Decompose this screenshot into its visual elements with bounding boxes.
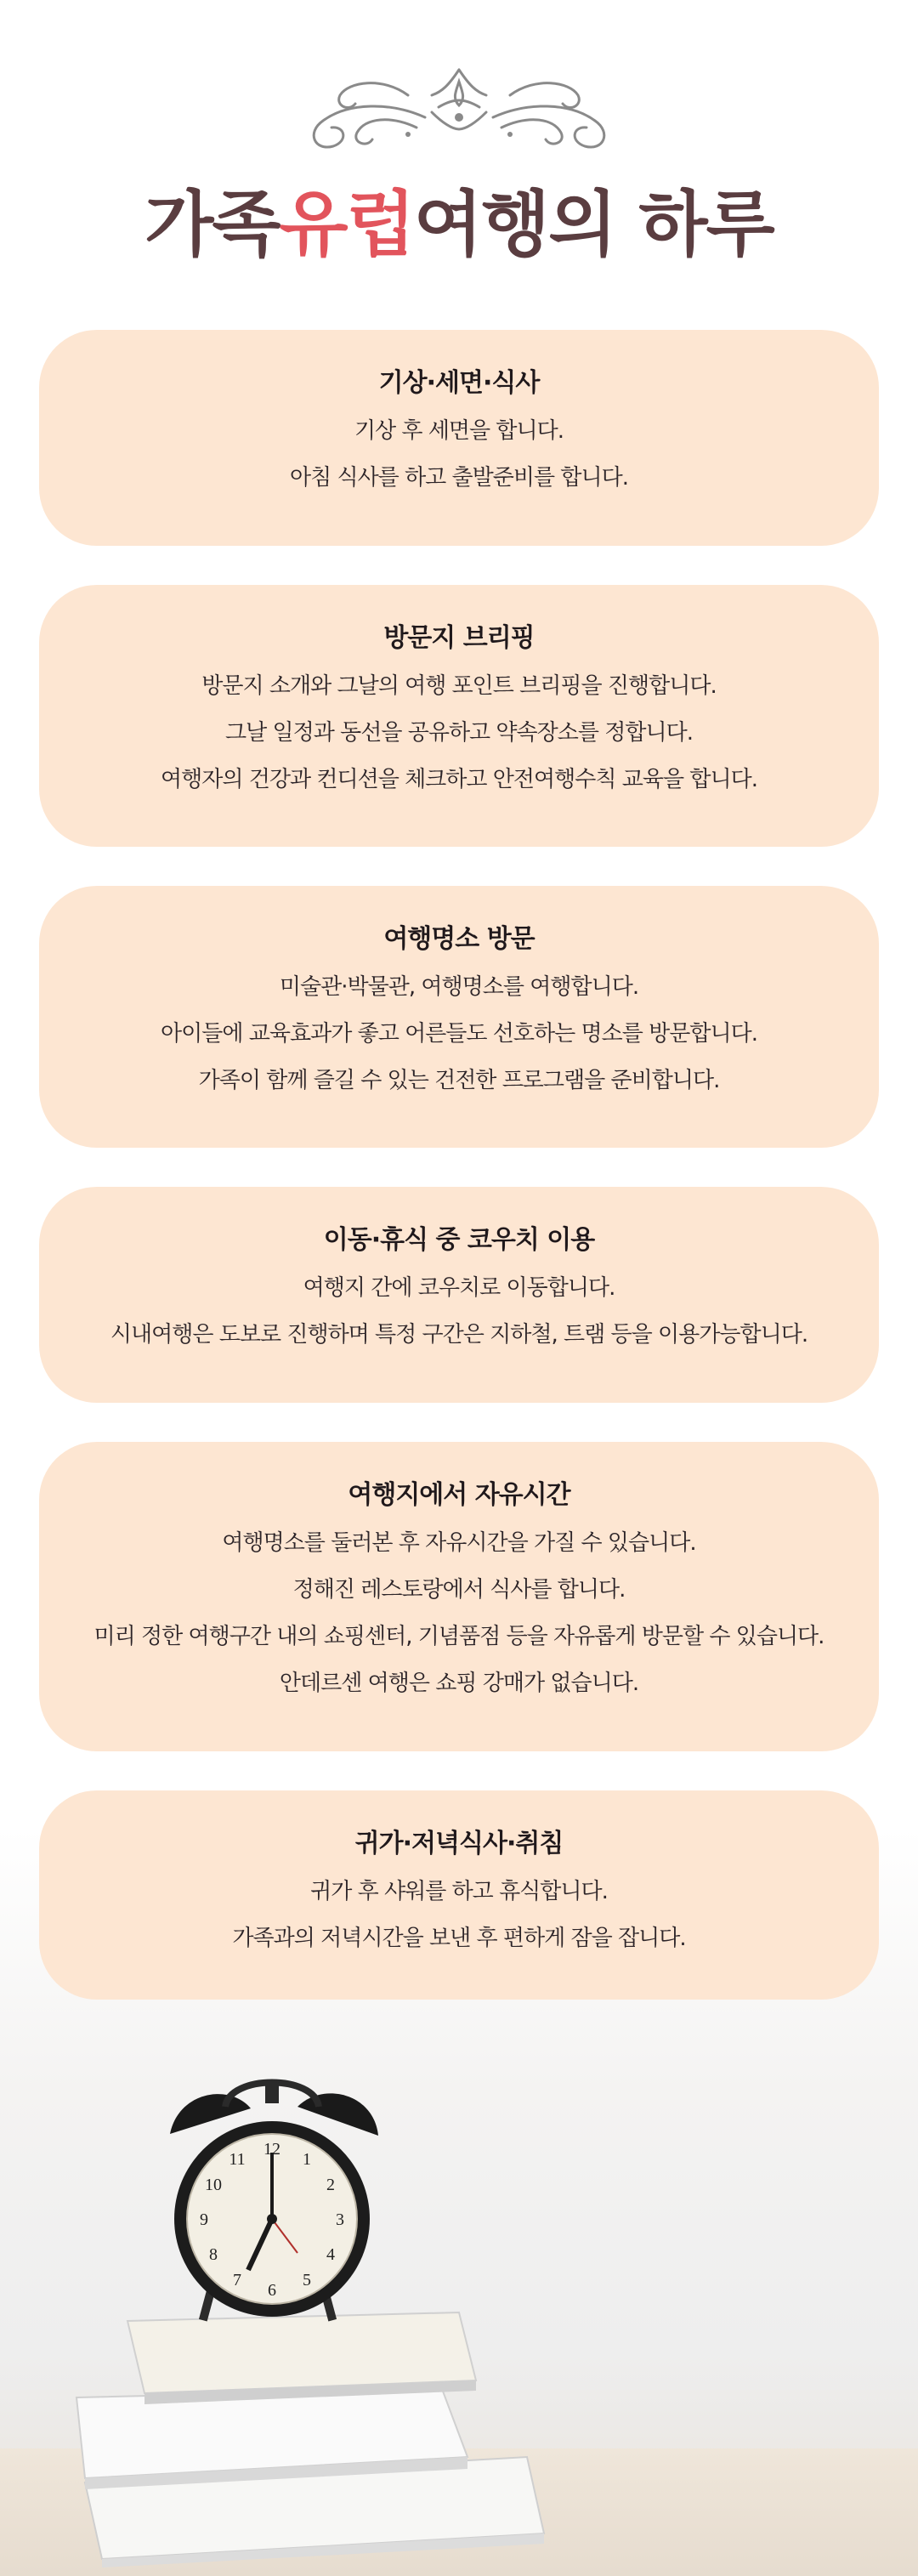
schedule-card-wakeup [39,330,879,546]
page-title [0,185,918,264]
clock-number: 11 [229,2150,246,2169]
clock-number: 5 [303,2271,311,2289]
clock-number: 1 [303,2150,311,2169]
card-title: 여행지에서 자유시간 [348,1480,570,1510]
schedule-card-coach [39,1187,879,1403]
schedule-card-briefing [39,585,879,847]
schedule-card-evening [39,1790,879,2000]
clock-number: 7 [233,2271,241,2289]
clock-number: 8 [209,2245,218,2264]
card-line: 정해진 레스토랑에서 식사를 합니다. [292,1577,626,1603]
card-title: 기상·세면·식사 [378,368,540,398]
clock-number: 2 [326,2176,335,2194]
clock-number: 3 [336,2210,344,2229]
card-line: 아이들에 교육효과가 좋고 어른들도 선호하는 명소를 방문합니다. [161,1021,757,1047]
card-line: 시내여행은 도보로 진행하며 특정 구간은 지하철, 트램 등을 이용가능합니다. [110,1322,808,1348]
clock-number: 10 [205,2176,222,2194]
schedule-card-free-time [39,1442,879,1751]
clock-number: 12 [264,2140,280,2159]
card-line: 가족과의 저녁시간을 보낸 후 편하게 잠을 잡니다. [232,1926,686,1951]
card-line: 미술관·박물관, 여행명소를 여행합니다. [279,974,639,1000]
card-title: 방문지 브리핑 [383,623,535,653]
title-accent: 유럽 [279,183,414,266]
card-line: 여행명소를 둘러본 후 자유시간을 가질 수 있습니다. [222,1530,696,1556]
book-stack [76,2312,544,2567]
card-line: 방문지 소개와 그날의 여행 포인트 브리핑을 진행합니다. [201,673,717,699]
card-line: 안데르센 여행은 쇼핑 강매가 없습니다. [279,1671,639,1696]
decorative-flourish-icon [289,51,629,153]
card-title: 여행명소 방문 [383,924,535,954]
schedule-card-sightseeing [39,886,879,1148]
card-line: 귀가 후 샤워를 하고 휴식합니다. [310,1879,608,1904]
card-line: 가족이 함께 즐길 수 있는 건전한 프로그램을 준비합니다. [198,1068,720,1093]
clock-number: 6 [268,2281,276,2300]
alarm-clock-on-books-icon [68,2057,578,2567]
title-part-1: 가족 [144,183,280,266]
card-title: 귀가·저녁식사·취침 [354,1829,564,1858]
title-part-2: 여행의 하루 [413,183,774,266]
card-line: 여행지 간에 코우치로 이동합니다. [303,1275,615,1301]
card-line: 여행자의 건강과 컨디션을 체크하고 안전여행수칙 교육을 합니다. [161,767,757,792]
card-line: 그날 일정과 동선을 공유하고 약속장소를 정합니다. [224,720,694,746]
card-line: 미리 정한 여행구간 내의 쇼핑센터, 기념품점 등을 자유롭게 방문할 수 있습니다. [94,1624,824,1649]
card-title: 이동·휴식 중 코우치 이용 [323,1225,595,1255]
card-line: 아침 식사를 하고 출발준비를 합니다. [289,465,629,491]
card-line: 기상 후 세면을 합니다. [354,418,564,444]
clock-number: 4 [326,2245,335,2264]
clock-number: 9 [200,2210,208,2229]
